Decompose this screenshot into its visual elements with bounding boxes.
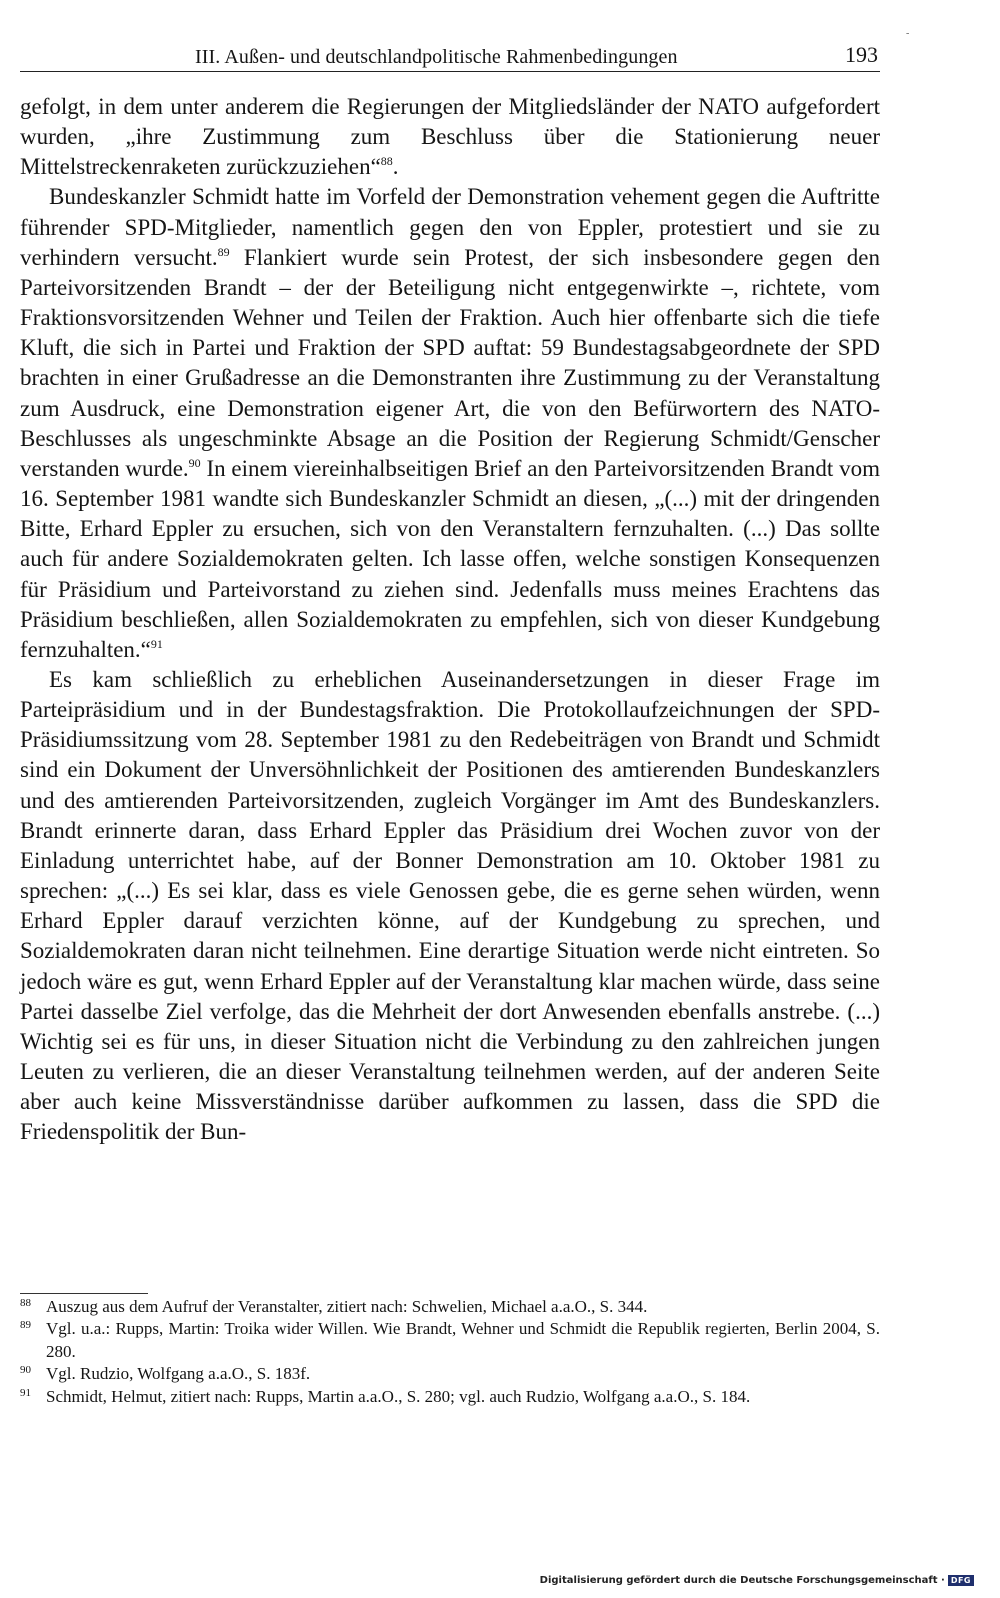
footnotes — [20, 1296, 880, 1408]
footnote-number: 88 — [20, 1297, 31, 1309]
footnote-reference: 88 — [380, 154, 393, 169]
paragraph-text: gefolgt, in dem unter anderem die Regierungen der Mitgliedsländer der NATO aufgefordert wurden, „ihre Zustimmung zum Beschluss über die Stationierung neuer Mittelstreckenraketen zurückzuziehen“ — [20, 94, 880, 180]
footnote — [20, 1318, 880, 1363]
body-paragraph — [20, 182, 880, 665]
main-text — [20, 92, 880, 1147]
paragraph-text: Flankiert wurde sein Protest, der sich insbesondere gegen den Parteivorsitzenden Brandt – der der Beteiligung nicht entgegenwirkte –, richtete, vom Fraktionsvorsitzenden Wehner und Teilen der Fraktion. Auch hier offenbarte sich die tiefe Kluft, die sich in Partei und Fraktion der SPD auftat: 59 Bundestagsabgeordnete der SPD brachten in einer Grußadresse an die Demonstranten ihre Zustimmung zu der Veranstaltung zum Ausdruck, eine Demonstration eigener Art, die von den Befürwortern des NATO-Beschlusses als ungeschminkte Absage an die Position der Regierung Schmidt/Genscher verstanden wurde. — [20, 244, 881, 481]
footnote — [20, 1386, 880, 1408]
footnote-text: Auszug aus dem Aufruf der Veranstalter, zitiert nach: Schwelien, Michael a.a.O., S. 344. — [46, 1297, 648, 1316]
footnote-reference: 91 — [150, 636, 163, 651]
paragraph-text: . — [392, 154, 399, 180]
body-paragraph — [20, 665, 880, 1148]
running-head-title: III. Außen- und deutschlandpolitische Rahmenbedingungen — [195, 46, 678, 68]
footnote-reference: 89 — [217, 244, 230, 259]
footnote-reference: 90 — [188, 455, 201, 470]
paragraph-text: Bundeskanzler Schmidt hatte im Vorfeld der Demonstration vehement gegen die Auftritte führender SPD-Mitglieder, namentlich gegen den von Eppler, protestiert und sie zu verhindern versucht. — [20, 184, 880, 270]
body-paragraph — [20, 92, 880, 182]
credit-text: Digitalisierung gefördert durch die Deutsche Forschungsgemeinschaft · — [539, 1575, 945, 1586]
footnote-number: 90 — [20, 1364, 31, 1377]
footnote-divider — [20, 1293, 148, 1294]
scan-mark: - — [906, 28, 910, 39]
digitization-credit — [540, 1575, 974, 1586]
footnote-text: Vgl. u.a.: Rupps, Martin: Troika wider Willen. Wie Brandt, Wehner und Schmidt die Republik regierten, Berlin 2004, S. 280. — [46, 1319, 880, 1361]
footnote-text: Schmidt, Helmut, zitiert nach: Rupps, Martin a.a.O., S. 280; vgl. auch Rudzio, Wolfgang a.a.O., S. 184. — [46, 1386, 751, 1406]
paragraph-text: In einem viereinhalbseitigen Brief an den Parteivorsitzenden Brandt vom 16. September 1981 wandte sich Bundeskanzler Schmidt an diesen, „(...) mit der dringenden Bitte, Erhard Eppler zu ersuchen, sich von den Veranstaltern fernzuhalten. (...) Das sollte auch für andere Sozialdemokraten gelten. Ich lasse offen, welche sonstigen Konsequenzen für Präsidium und Parteivorstand zu ziehen sind. Jedenfalls muss meines Erachtens das Präsidium beschließen, allen Sozialdemokraten zu empfehlen, sich von dieser Kundgebung fernzuhalten.“ — [20, 455, 880, 662]
footnote-text: Vgl. Rudzio, Wolfgang a.a.O., S. 183f. — [46, 1364, 311, 1384]
paragraph-text: Es kam schließlich zu erheblichen Auseinandersetzungen in dieser Frage im Parteipräsidium und in der Bundestagsfraktion. Die Protokollaufzeichnungen der SPD-Präsidiumssitzung vom 28. September 1981 zu den Redebeiträgen von Brandt und Schmidt sind ein Dokument der Unversöhnlichkeit der Positionen des amtierenden Bundeskanzlers und des amtierenden Parteivorsitzenden, zugleich Vorgänger im Amt des Bundeskanzlers. Brandt erinnerte daran, dass Erhard Eppler das Präsidium drei Wochen zuvor von der Einladung unterrichtet habe, auf der Bonner Demonstration am 10. Oktober 1981 zu sprechen: „(...) Es sei klar, dass es viele Genossen gebe, die es gerne sehen würden, wenn Erhard Eppler darauf verzichten könne, auf der Kundgebung zu sprechen, und Sozialdemokraten daran nicht teilnehmen. Eine derartige Situation werde nicht eintreten. So jedoch wäre es gut, wenn Erhard Eppler auf der Veranstaltung klar machen würde, dass seine Partei dasselbe Ziel verfolge, das die Mehrheit der dort Anwesenden ebenfalls anstrebe. (...) Wichtig sei es für uns, in dieser Situation nicht die Verbindung zu den zahlreichen jungen Leuten zu verlieren, die an dieser Veranstaltung teilnehmen werden, auf der anderen Seite aber auch keine Missverständnisse darüber aufkommen zu lassen, dass die SPD die Friedenspolitik der Bun- — [20, 666, 880, 1145]
footnote — [20, 1296, 880, 1318]
footnote-number: 89 — [20, 1319, 31, 1332]
running-head — [20, 40, 880, 72]
page-number: 193 — [845, 42, 878, 67]
footnote-number: 91 — [20, 1386, 31, 1399]
footnote — [20, 1363, 880, 1385]
dfg-logo: DFG — [948, 1575, 974, 1586]
